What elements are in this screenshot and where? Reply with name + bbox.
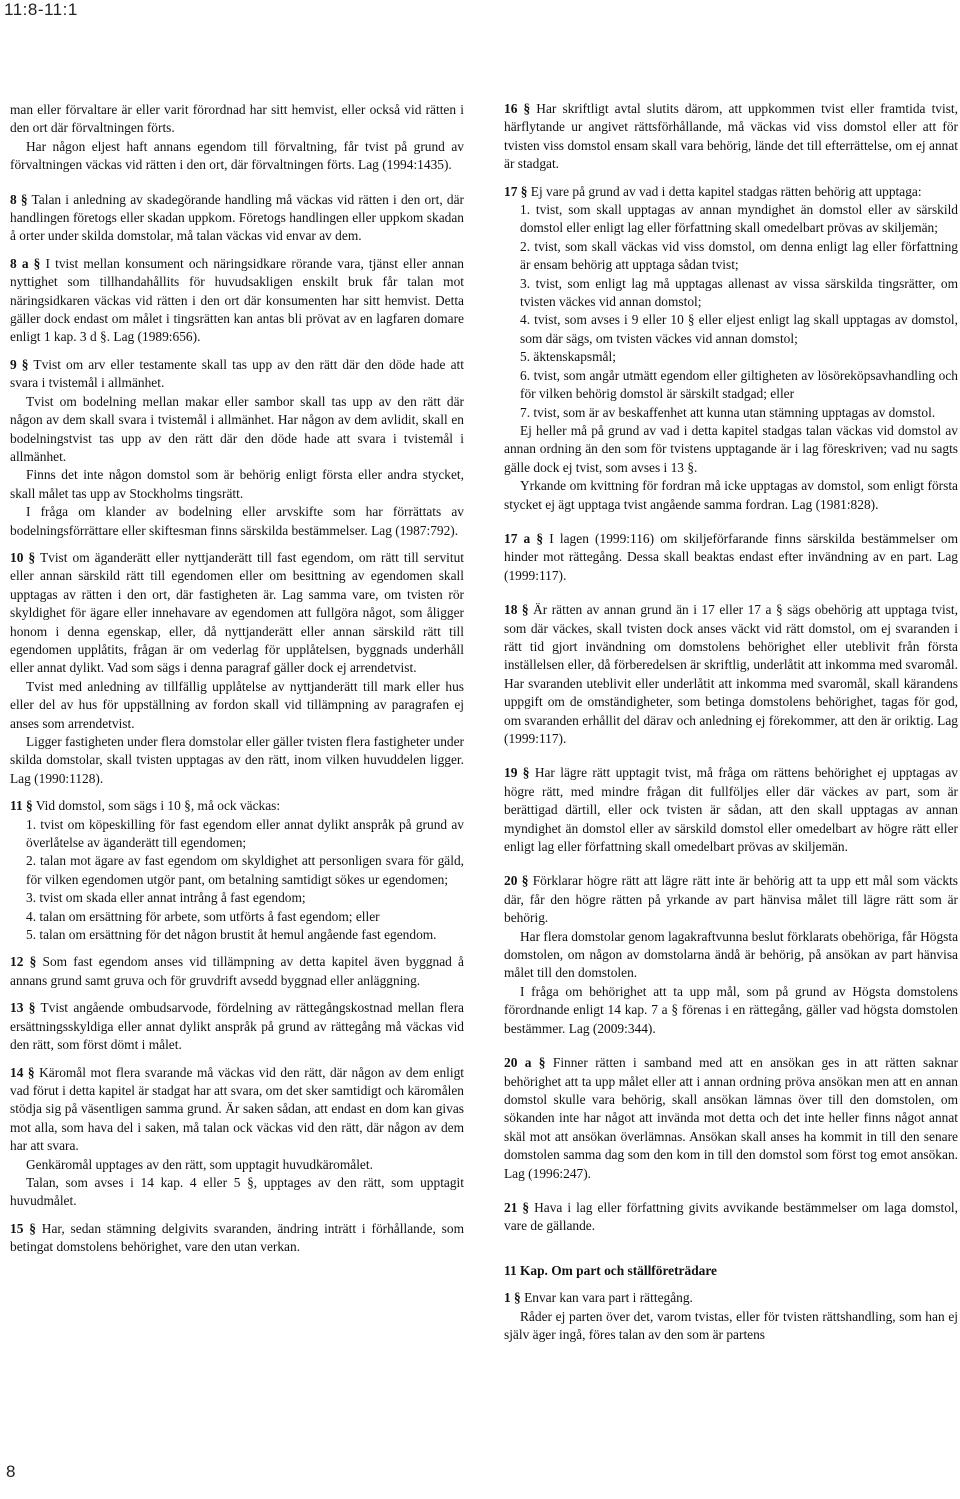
paragraph-text: I lagen (1999:116) om skiljeförfarande finns särskilda bestämmelser om hinder mot rättegång. Dessa skall beaktas endast efter invändning av en part. Lag (1999:117). bbox=[504, 530, 958, 583]
section-paragraph bbox=[10, 1064, 464, 1156]
paragraph bbox=[504, 928, 958, 983]
right-column bbox=[504, 100, 958, 1344]
paragraph-text: Tvist med anledning av tillfällig upplåtelse av nyttjanderätt till mark eller hus eller del av hus för uppställning av fordon skall vid tillämpning av paragrafen ej anses som arrendetvist. bbox=[10, 678, 464, 731]
paragraph-text: 3. tvist om skada eller annat intrång å fast egendom; bbox=[26, 890, 306, 906]
paragraph bbox=[504, 983, 958, 1038]
paragraph-text: 1. tvist om köpeskilling för fast egendom eller annat dylikt anspråk på grund av överlåtelse av äganderätt till egendomen; bbox=[26, 816, 464, 851]
paragraph bbox=[10, 393, 464, 467]
section-number: 15 § bbox=[10, 1220, 36, 1236]
paragraph-text: 4. talan om ersättning för arbete, som utförts å fast egendom; eller bbox=[26, 908, 380, 924]
paragraph bbox=[10, 1156, 464, 1174]
section-number: 8 § bbox=[10, 191, 28, 207]
document-reference: 11:8-11:1 bbox=[4, 0, 78, 19]
section-paragraph bbox=[10, 356, 464, 393]
paragraph-text: 1. tvist, som skall upptagas av annan myndighet än domstol eller av särskild domstol eller enligt lag eller författning skall omedelbart prövas av skiljemän; bbox=[520, 202, 958, 236]
paragraph-text: 2. tvist, som skall väckas vid viss domstol, om denna enligt lag eller författning är ensam behörig att upptaga sådan tvist; bbox=[520, 238, 958, 273]
paragraph-text: I tvist mellan konsument och näringsidkare rörande vara, tjänst eller annan nyttighet som tillhandahållits för huvudsakligen enskilt bruk får talan mot näringsidkaren väckas vid rätten i den ort där konsumenten har sitt hemvist. Detta gäller dock endast om målet i tingsrätten kan antas bli prövat av en lagfaren domare enligt 1 kap. 3 d §. Lag (1989:656). bbox=[10, 255, 465, 345]
paragraph-text: Envar kan vara part i rättegång. bbox=[520, 1290, 693, 1306]
section-paragraph bbox=[504, 764, 958, 856]
section-paragraph bbox=[504, 1054, 958, 1183]
section-paragraph bbox=[10, 797, 464, 815]
left-column bbox=[10, 101, 464, 1257]
section-paragraph bbox=[10, 255, 464, 347]
paragraph-text: Finns det inte någon domstol som är behörig enligt första eller andra stycket, skall målet tas upp av Stockholms tingsrätt. bbox=[10, 467, 464, 501]
paragraph-text: Är rätten av annan grund än i 17 eller 17 a § sägs obehörig att upptaga tvist, som där väckes, skall tvisten dock anses väckt vid rätt domstol, om ej svaranden i rätt tid gjort invändning om domstolens behörighet eller uteblivit från första inställelsen eller, då förberedelsen är skriftlig, underlåtit att inkomma med svaromål. Har svaranden uteblivit eller underlåtit att inkomma med svaromål, skall kärandens uppgift om de omständigheter, som betinga domstolens behörighet, tagas för god, om svaranden erhållit del därav och anledning ej förekommer, att den är oriktig. Lag (1999:117). bbox=[504, 602, 958, 746]
paragraph-text: 5. äktenskapsmål; bbox=[520, 349, 616, 365]
paragraph bbox=[10, 138, 464, 175]
list-item bbox=[504, 275, 958, 312]
paragraph-text: Tvist angående ombudsarvode, fördelning av rättegångskostnad mellan flera ersättningsskyldiga eller annat dylikt anspråk på grund av rättegång må väckas vid den rätt, som först dömt i målet. bbox=[10, 1000, 465, 1053]
paragraph-text: Ej heller må på grund av vad i detta kapitel stadgas talan väckas vid domstol av annan ordning än den som för tvistens upptagande är i lag föreskriven; vad nu sagts gälle dock ej tvist, som avses i 13 §. bbox=[504, 422, 958, 475]
section-paragraph bbox=[10, 191, 464, 246]
list-item bbox=[504, 348, 958, 366]
section-number: 1 § bbox=[504, 1290, 521, 1306]
section-number: 9 § bbox=[10, 356, 29, 372]
paragraph-text: 5. talan om ersättning för det någon brustit åt hemul angående fast egendom. bbox=[26, 927, 437, 943]
paragraph bbox=[10, 101, 464, 138]
section-paragraph bbox=[504, 1289, 958, 1307]
section-paragraph bbox=[504, 601, 958, 748]
section-number: 17 a § bbox=[504, 530, 544, 546]
paragraph-text: Hava i lag eller författning givits avvikande bestämmelser om laga domstol, vare de gällande. bbox=[504, 1199, 958, 1234]
page-number: 8 bbox=[6, 1462, 16, 1481]
paragraph-text: Råder ej parten över det, varom tvistas, eller för tvisten rättshandling, som han ej själv äger ingå, föres talan av den som är partens bbox=[504, 1308, 958, 1342]
paragraph-text: Har, sedan stämning delgivits svaranden, ändring inträtt i förhållande, som betingat domstolens behörighet, vare den utan verkan. bbox=[10, 1220, 464, 1255]
paragraph-text: 7. tvist, som är av beskaffenhet att kunna utan stämning upptagas av domstol. bbox=[520, 404, 936, 420]
paragraph-text: Har lägre rätt upptagit tvist, må fråga om rättens behörighet ej upptagas av högre rätt, med mindre frågan dit fullföljes eller där väckes av part, som är berättigad därtill, eller ock tvisten är sådan, att den skall upptagas av annan myndighet än domstol eller av särskild domstol eller omedelbart av högre rätt eller enligt lag eller författning skall omedelbart prövas av skiljemän. bbox=[504, 765, 958, 855]
section-paragraph bbox=[504, 183, 958, 201]
section-number: 19 § bbox=[504, 765, 530, 781]
paragraph bbox=[504, 422, 958, 477]
paragraph-text: Talan i anledning av skadegörande handling må väckas vid rätten i den ort, där handlingen företogs eller skadan uppkom. Företogs handlingen eller uppkom skadan å orter under skilda domstolar, må talan väckas vid envar av dem. bbox=[10, 191, 464, 244]
list-item bbox=[504, 311, 958, 348]
paragraph-text: Käromål mot flera svarande må väckas vid den rätt, där någon av dem enligt vad förut i detta kapitel är stadgat har att svara, om det sker samtidigt och käromålen stödja sig på väsentligen samma grund. Är saken sådan, att endast en dom kan givas mot alla, som hava del i saken, må talan ock väckas vid den rätt, där någon av dem har att svara. bbox=[10, 1064, 464, 1154]
section-paragraph bbox=[10, 1220, 464, 1257]
section-number: 8 a § bbox=[10, 255, 41, 271]
paragraph bbox=[10, 466, 464, 503]
section-paragraph bbox=[504, 100, 958, 174]
paragraph-text: 2. talan mot ägare av fast egendom om skyldighet att personligen svara för gäld, för vilken egendomen utgör pant, om betalning samtidigt sökes ur egendomen; bbox=[26, 853, 464, 887]
section-number: 14 § bbox=[10, 1064, 35, 1080]
paragraph-text: Har skriftligt avtal slutits därom, att uppkommen tvist eller framtida tvist, härflytande ur angivet rättsförhållande, må väckas vid viss domstol eller att för tvisten viss domstol ensam skall vara behörig, lände det till efterrättelse, om ej annat är stadgat. bbox=[504, 101, 958, 172]
list-item bbox=[504, 404, 958, 422]
paragraph-text: Yrkande om kvittning för fordran må icke upptagas av domstol, som enligt första stycket ej ägt upptaga tvist angående samma fordran. Lag (1981:828). bbox=[504, 478, 958, 512]
list-item bbox=[504, 367, 958, 404]
paragraph-text: Har någon eljest haft annans egendom till förvaltning, får tvist på grund av förvaltningen väckas vid rätten i den ort, där förvaltningen förts. Lag (1994:1435). bbox=[10, 138, 464, 173]
paragraph-text: Tvist om arv eller testamente skall tas upp av den rätt där den döde hade att svara i tvistemål i allmänhet. bbox=[10, 356, 464, 391]
section-number: 11 § bbox=[10, 798, 33, 814]
section-number: 21 § bbox=[504, 1199, 530, 1215]
paragraph-text: Vid domstol, som sägs i 10 §, må ock väckas: bbox=[32, 798, 281, 814]
list-item bbox=[10, 926, 464, 944]
paragraph-text: Har flera domstolar genom lagakraftvunna beslut förklarats obehöriga, får Högsta domstolen, om någon av domstolarna ändå är behörig, på ansökan av part hänvisa målet till den domstolen. bbox=[504, 928, 959, 981]
paragraph bbox=[504, 477, 958, 514]
section-paragraph bbox=[10, 549, 464, 678]
list-item bbox=[10, 852, 464, 889]
paragraph-text: man eller förvaltare är eller varit förordnad har sitt hemvist, eller också vid rätten i den ort där förvaltningen förts. bbox=[10, 102, 464, 136]
section-paragraph bbox=[10, 999, 464, 1054]
paragraph-text: 6. tvist, som angår utmätt egendom eller giltigheten av lösöreköpsavhandling och för vilken behörig domstol är särskilt stadgad; eller bbox=[520, 367, 958, 402]
paragraph-text: Talan, som avses i 14 kap. 4 eller 5 §, upptages av den rätt, som upptagit huvudmålet. bbox=[10, 1174, 464, 1209]
section-number: 20 § bbox=[504, 873, 529, 889]
section-number: 17 § bbox=[504, 183, 528, 199]
list-item bbox=[10, 908, 464, 926]
paragraph-text: Ej vare på grund av vad i detta kapitel stadgas rätten behörig att upptaga: bbox=[527, 183, 922, 199]
paragraph bbox=[504, 1308, 958, 1345]
paragraph-text: Ligger fastigheten under flera domstolar eller gäller tvisten flera fastigheter under skilda domstolar, skall tvisten upptagas av den rätt, inom vilken huvuddelen ligger. Lag (1990:1128). bbox=[10, 734, 464, 786]
paragraph-text: Tvist om bodelning mellan makar eller sambor skall tas upp av den rätt där någon av dem skall svara i tvistemål i allmänhet. Har någon av dem avlidit, skall en bodelningstvist tas upp av den rätt där den döde hade att svara i tvistemål i allmänhet. bbox=[10, 393, 464, 464]
paragraph bbox=[10, 503, 464, 540]
paragraph-text: I fråga om klander av bodelning eller arvskifte som har förrättats av bodelningsförrättare eller skiftesman finns särskilda bestämmelser. Lag (1987:792). bbox=[10, 504, 464, 538]
section-number: 16 § bbox=[504, 101, 531, 116]
paragraph-text: Finner rätten i samband med att en ansökan ges in att rätten saknar behörighet att ta upp målet eller att i annan ordning pröva ansökan men att en annan domstol skulle vara behörig, skall ansökan lämnas över till den domstolen, om sökanden inte har något att invända mot detta och det inte heller finns något annat skäl mot att ansökan överlämnas. Ansökan skall anses ha kommit in till den senare domstolen samma dag som den kom in till den domstol som först tog emot ansökan. Lag (1996:247). bbox=[504, 1055, 958, 1181]
section-number: 20 a § bbox=[504, 1055, 546, 1071]
list-item bbox=[10, 816, 464, 853]
paragraph bbox=[10, 733, 464, 788]
section-number: 13 § bbox=[10, 1000, 36, 1016]
section-paragraph bbox=[10, 953, 464, 990]
list-item bbox=[504, 238, 958, 275]
paragraph-text: Tvist om äganderätt eller nyttjanderätt till fast egendom, om rätt till servitut eller annan särskild rätt till egendomen eller om besittning av egendomen skall upptagas av rätten i den ort, där fastigheten är. Lag samma vare, om tvisten rör skyldighet för ägare eller innehavare av egendomen att fullgöra något, som åligger honom i denna egenskap, eller, då nyttjanderätt eller annan särskild rätt till egendomen upplåtits, frågan är om vederlag för upplåtelsen, byggnads underhåll eller annat dylikt. Vad som sägs i denna paragraf gäller dock ej arrendetvist. bbox=[10, 549, 464, 676]
paragraph-text: Genkäromål upptages av den rätt, som upptagit huvudkäromålet. bbox=[26, 1156, 373, 1172]
section-number: 10 § bbox=[10, 549, 36, 565]
paragraph bbox=[10, 678, 464, 733]
section-paragraph bbox=[504, 530, 958, 585]
section-number: 12 § bbox=[10, 954, 37, 970]
paragraph-text: Som fast egendom anses vid tillämpning av detta kapitel även byggnad å annans grund samt gruva och för gruvdrift avsedd byggnad eller anläggning. bbox=[10, 954, 464, 988]
section-paragraph bbox=[504, 872, 958, 927]
chapter-heading: 11 Kap. Om part och ställföreträdare bbox=[504, 1262, 717, 1278]
section-number: 18 § bbox=[504, 602, 529, 618]
paragraph-text: I fråga om behörighet att ta upp mål, som på grund av Högsta domstolens förordnande enligt 14 kap. 7 a § förenas i en rättegång, gäller vad högsta domstolen bestämmer. Lag (2009:344). bbox=[504, 983, 958, 1036]
paragraph-text: 4. tvist, som avses i 9 eller 10 § eller eljest enligt lag skall upptagas av domstol, som där sägs, om tvisten väckes vid annan domstol; bbox=[520, 312, 958, 346]
paragraph-text: 3. tvist, som enligt lag må upptagas allenast av vissa särskilda tingsrätter, om tvisten väckes vid annan domstol; bbox=[520, 275, 958, 310]
paragraph-text: Förklarar högre rätt att lägre rätt inte är behörig att ta upp ett mål som väckts där, får den högre rätten på yrkande av part hänvisa målet till lägre rätt som är behörig. bbox=[504, 873, 958, 926]
list-item bbox=[504, 201, 958, 238]
list-item bbox=[10, 889, 464, 907]
paragraph bbox=[10, 1174, 464, 1211]
section-paragraph bbox=[504, 1199, 958, 1236]
